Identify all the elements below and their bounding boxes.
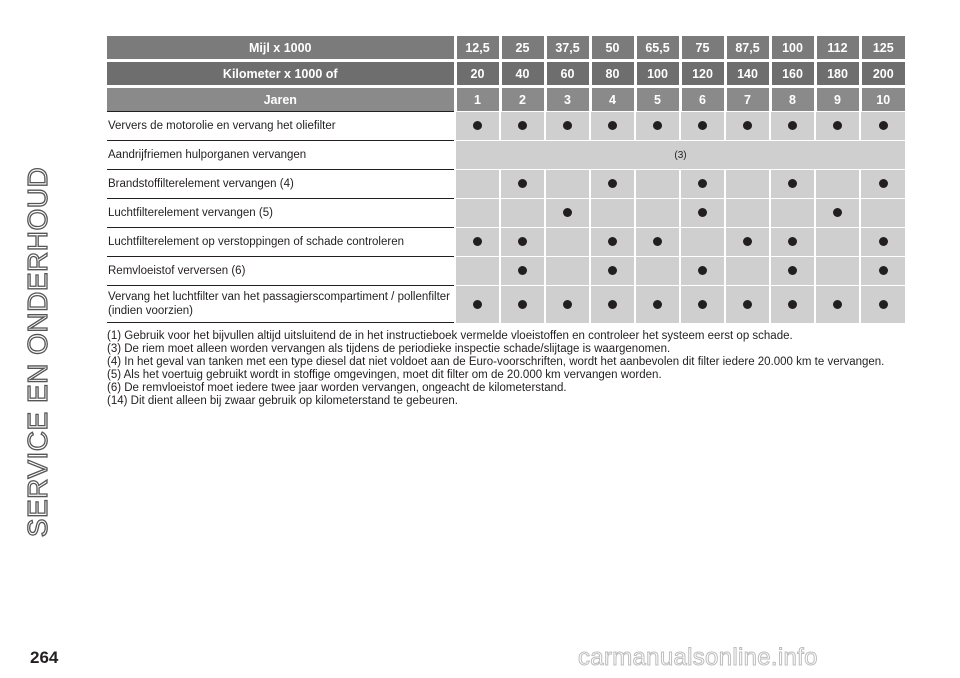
schedule-cell xyxy=(590,257,635,286)
schedule-cell xyxy=(635,199,680,228)
schedule-cell xyxy=(680,228,725,257)
bullet-mark xyxy=(788,300,797,309)
schedule-cell xyxy=(590,112,635,141)
header-value: 9 xyxy=(815,87,860,112)
header-value: 12,5 xyxy=(455,36,500,61)
row-label: Ververs de motorolie en vervang het oliefilter xyxy=(107,112,455,141)
schedule-cell xyxy=(500,228,545,257)
schedule-cell xyxy=(815,112,860,141)
bullet-mark xyxy=(743,121,752,130)
schedule-cell xyxy=(455,170,500,199)
maintenance-schedule-table xyxy=(107,36,905,323)
header-value: 6 xyxy=(680,87,725,112)
section-title-text: SERVICE EN ONDERHOUD xyxy=(22,166,53,538)
schedule-cell xyxy=(815,257,860,286)
schedule-cell xyxy=(635,170,680,199)
schedule-cell xyxy=(590,199,635,228)
schedule-cell xyxy=(860,228,905,257)
bullet-mark xyxy=(698,300,707,309)
header-value: 200 xyxy=(860,61,905,87)
bullet-mark xyxy=(653,237,662,246)
table-row xyxy=(107,170,905,199)
header-value: 1 xyxy=(455,87,500,112)
schedule-cell xyxy=(590,286,635,323)
schedule-cell xyxy=(545,170,590,199)
schedule-cell xyxy=(860,286,905,323)
schedule-cell xyxy=(725,286,770,323)
watermark: carmanualsonline.info xyxy=(578,644,818,671)
header-value: 180 xyxy=(815,61,860,87)
header-value: 20 xyxy=(455,61,500,87)
row-label: Luchtfilterelement vervangen (5) xyxy=(107,199,455,228)
header-row xyxy=(107,61,905,87)
schedule-cell xyxy=(455,228,500,257)
schedule-cell xyxy=(770,170,815,199)
schedule-cell xyxy=(545,199,590,228)
bullet-mark xyxy=(879,179,888,188)
bullet-mark xyxy=(653,300,662,309)
schedule-cell xyxy=(770,257,815,286)
schedule-cell xyxy=(500,170,545,199)
schedule-cell xyxy=(455,112,500,141)
header-value: 8 xyxy=(770,87,815,112)
table-row xyxy=(107,199,905,228)
bullet-mark xyxy=(473,121,482,130)
row-label: Brandstoffilterelement vervangen (4) xyxy=(107,170,455,199)
bullet-mark xyxy=(879,300,888,309)
header-value: 80 xyxy=(590,61,635,87)
bullet-mark xyxy=(563,300,572,309)
header-value: 25 xyxy=(500,36,545,61)
bullet-mark xyxy=(608,237,617,246)
bullet-mark xyxy=(563,121,572,130)
bullet-mark xyxy=(608,300,617,309)
bullet-mark xyxy=(698,121,707,130)
header-value: 112 xyxy=(815,36,860,61)
schedule-cell xyxy=(635,228,680,257)
bullet-mark xyxy=(698,179,707,188)
schedule-cell xyxy=(680,286,725,323)
bullet-mark xyxy=(743,237,752,246)
bullet-mark xyxy=(518,237,527,246)
schedule-cell xyxy=(770,228,815,257)
schedule-cell xyxy=(455,199,500,228)
bullet-mark xyxy=(788,266,797,275)
schedule-cell xyxy=(725,228,770,257)
schedule-cell xyxy=(770,112,815,141)
bullet-mark xyxy=(879,237,888,246)
bullet-mark xyxy=(788,121,797,130)
header-row xyxy=(107,36,905,61)
schedule-cell xyxy=(680,257,725,286)
schedule-cell xyxy=(770,199,815,228)
bullet-mark xyxy=(833,121,842,130)
schedule-cell xyxy=(500,257,545,286)
bullet-mark xyxy=(608,179,617,188)
header-value: 160 xyxy=(770,61,815,87)
schedule-cell xyxy=(725,257,770,286)
bullet-mark xyxy=(788,179,797,188)
footnote: (5) Als het voertuig gebruikt wordt in stoffige omgevingen, moet dit filter om de 20.000 km vervangen worden. xyxy=(107,369,662,381)
bullet-mark xyxy=(608,121,617,130)
row-label: Vervang het luchtfilter van het passagierscompartiment / pollenfilter (indien voorzien) xyxy=(107,286,455,323)
schedule-cell xyxy=(725,170,770,199)
schedule-cell xyxy=(545,257,590,286)
schedule-cell xyxy=(860,257,905,286)
bullet-mark xyxy=(788,237,797,246)
footnote: (6) De remvloeistof moet iedere twee jaar worden vervangen, ongeacht de kilometerstand. xyxy=(107,382,567,394)
footnote: (14) Dit dient alleen bij zwaar gebruik op kilometerstand te gebeuren. xyxy=(107,395,458,407)
table-row xyxy=(107,112,905,141)
header-value: 75 xyxy=(680,36,725,61)
schedule-cell xyxy=(455,257,500,286)
header-value: 125 xyxy=(860,36,905,61)
schedule-cell xyxy=(725,112,770,141)
header-value: 100 xyxy=(770,36,815,61)
bullet-mark xyxy=(743,300,752,309)
header-label: Kilometer x 1000 of xyxy=(107,61,455,87)
header-label: Mijl x 1000 xyxy=(107,36,455,61)
bullet-mark xyxy=(833,300,842,309)
header-value: 87,5 xyxy=(725,36,770,61)
header-value: 3 xyxy=(545,87,590,112)
footnote: (4) In het geval van tanken met een type diesel dat niet voldoet aan de Euro-voorschriften, wordt het aanbevolen dit filter iedere 20.000 km te vervangen. xyxy=(107,356,885,368)
bullet-mark xyxy=(698,208,707,217)
schedule-cell xyxy=(815,228,860,257)
header-value: 37,5 xyxy=(545,36,590,61)
bullet-mark xyxy=(518,266,527,275)
bullet-mark xyxy=(473,300,482,309)
header-value: 5 xyxy=(635,87,680,112)
row-label: Remvloeistof verversen (6) xyxy=(107,257,455,286)
header-value: 2 xyxy=(500,87,545,112)
schedule-cell xyxy=(860,170,905,199)
table-row xyxy=(107,286,905,323)
schedule-cell xyxy=(635,257,680,286)
bullet-mark xyxy=(653,121,662,130)
schedule-cell xyxy=(590,228,635,257)
bullet-mark xyxy=(563,208,572,217)
schedule-cell xyxy=(545,286,590,323)
header-value: 10 xyxy=(860,87,905,112)
footnotes xyxy=(107,330,905,408)
bullet-mark xyxy=(518,179,527,188)
table-row xyxy=(107,141,905,170)
schedule-cell xyxy=(815,199,860,228)
bullet-mark xyxy=(833,208,842,217)
header-value: 140 xyxy=(725,61,770,87)
footnote: (1) Gebruik voor het bijvullen altijd uitsluitend de in het instructieboek vermelde vloeistoffen en controleer het systeem eerst op schade. xyxy=(107,330,793,342)
header-value: 60 xyxy=(545,61,590,87)
header-value: 40 xyxy=(500,61,545,87)
bullet-mark xyxy=(608,266,617,275)
page-number: 264 xyxy=(30,648,59,667)
schedule-cell xyxy=(860,199,905,228)
footnote: (3) De riem moet alleen worden vervangen als tijdens de periodieke inspectie schade/slijtage is waargenomen. xyxy=(107,343,671,355)
bullet-mark xyxy=(698,266,707,275)
schedule-cell xyxy=(860,112,905,141)
header-value: 4 xyxy=(590,87,635,112)
schedule-cell xyxy=(635,112,680,141)
header-value: 7 xyxy=(725,87,770,112)
schedule-cell xyxy=(500,199,545,228)
bullet-mark xyxy=(473,237,482,246)
schedule-cell xyxy=(680,170,725,199)
schedule-cell xyxy=(770,286,815,323)
schedule-cell xyxy=(635,286,680,323)
bullet-mark xyxy=(518,121,527,130)
row-label: Luchtfilterelement op verstoppingen of schade controleren xyxy=(107,228,455,257)
header-row xyxy=(107,87,905,112)
table-row xyxy=(107,257,905,286)
bullet-mark xyxy=(879,266,888,275)
row-note: (3) xyxy=(455,141,905,170)
table-row xyxy=(107,228,905,257)
header-value: 50 xyxy=(590,36,635,61)
schedule-cell xyxy=(545,112,590,141)
schedule-cell xyxy=(680,199,725,228)
row-label: Aandrijfriemen hulporganen vervangen xyxy=(107,141,455,170)
schedule-cell xyxy=(500,286,545,323)
header-value: 100 xyxy=(635,61,680,87)
header-value: 120 xyxy=(680,61,725,87)
schedule-cell xyxy=(815,286,860,323)
schedule-cell xyxy=(455,286,500,323)
schedule-cell xyxy=(500,112,545,141)
schedule-cell xyxy=(590,170,635,199)
header-label: Jaren xyxy=(107,87,455,112)
bullet-mark xyxy=(518,300,527,309)
bullet-mark xyxy=(879,121,888,130)
schedule-cell xyxy=(680,112,725,141)
schedule-cell xyxy=(545,228,590,257)
schedule-cell xyxy=(725,199,770,228)
header-value: 65,5 xyxy=(635,36,680,61)
schedule-cell xyxy=(815,170,860,199)
